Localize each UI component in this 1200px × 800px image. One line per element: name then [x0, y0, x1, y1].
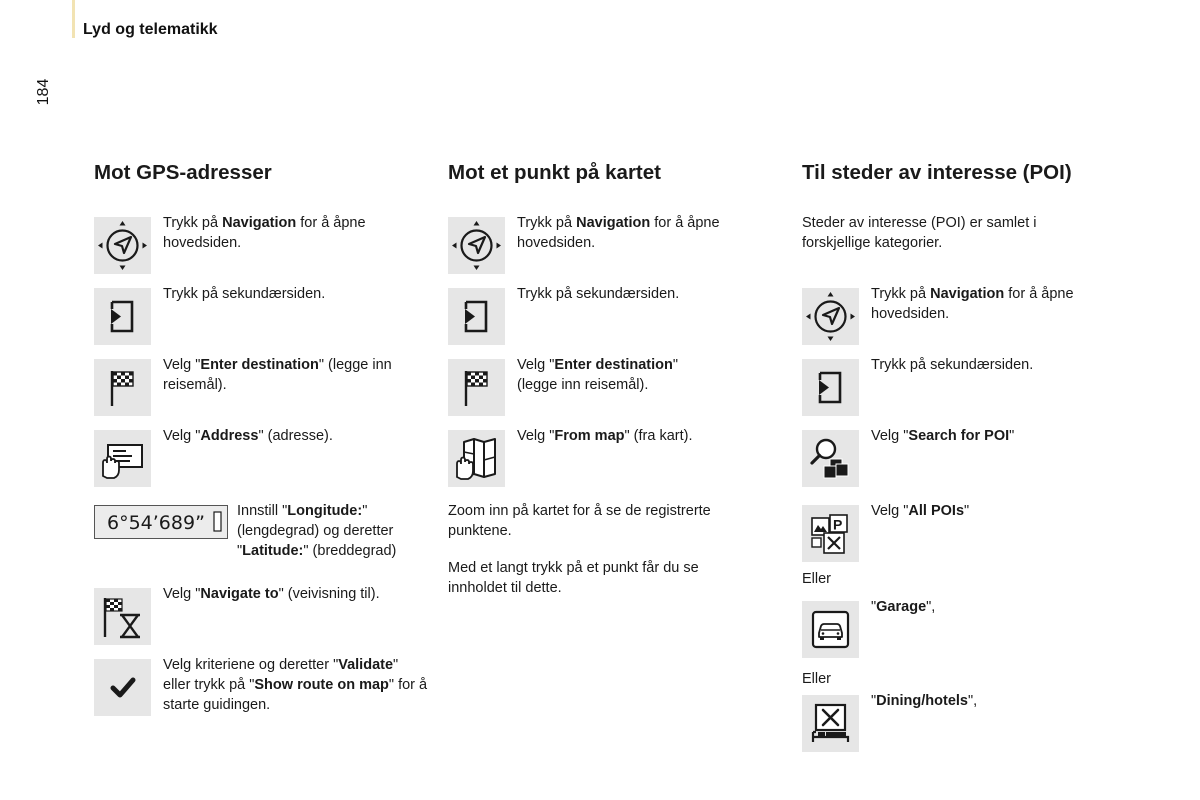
coordinate-value: 6°54’689” — [107, 512, 205, 534]
page-number: 184 — [35, 78, 52, 106]
gps-step-7-text: Velg kriteriene og deretter "Validate" eller trykk på "Show route on map" for å starte guidingen. — [163, 657, 428, 713]
poi-step-4-text: Velg "All POIs" — [871, 503, 970, 519]
compass-navigation-icon — [448, 217, 505, 274]
coordinate-display — [94, 505, 228, 539]
map-paragraph-long-press: Med et langt trykk på et punkt får du se innholdet til dette. — [448, 560, 699, 596]
poi-or-text-2: Eller — [802, 671, 832, 687]
column-title-poi: Til steder av interesse (POI) — [802, 161, 1072, 184]
all-pois-icon — [802, 505, 859, 562]
address-card-icon — [94, 430, 151, 487]
poi-step-2-text: Trykk på sekundærsiden. — [871, 357, 1034, 373]
poi-intro-text: Steder av interesse (POI) er samlet i forskjellige kategorier. — [802, 215, 1037, 251]
dining-hotel-icon — [802, 695, 859, 752]
search-poi-icon — [802, 430, 859, 487]
svg-text:P: P — [833, 516, 843, 533]
map-step-2-text: Trykk på sekundærsiden. — [517, 286, 680, 302]
secondary-page-icon — [802, 359, 859, 416]
checkmark-icon — [94, 659, 151, 716]
poi-or-text-1: Eller — [802, 571, 832, 587]
secondary-page-icon — [94, 288, 151, 345]
map-paragraph-zoom: Zoom inn på kartet for å se de registrerte punktene. — [448, 503, 711, 539]
poi-step-5-text: "Garage", — [871, 599, 936, 615]
column-title-gps: Mot GPS-adresser — [94, 161, 272, 184]
gps-step-3-text: Velg "Enter destination" (legge inn reisemål). — [163, 357, 392, 393]
gps-step-6-text: Velg "Navigate to" (veivisning til). — [163, 586, 380, 602]
garage-car-icon — [802, 601, 859, 658]
map-step-3-text: Velg "Enter destination" (legge inn reisemål). — [517, 357, 678, 393]
header-accent-bar — [72, 0, 75, 38]
gps-step-1-text: Trykk på Navigation for å åpne hovedsiden. — [163, 215, 366, 251]
map-hand-icon — [448, 430, 505, 487]
column-title-map: Mot et punkt på kartet — [448, 161, 661, 184]
compass-navigation-icon — [94, 217, 151, 274]
poi-step-3-text: Velg "Search for POI" — [871, 428, 1015, 444]
map-step-4-text: Velg "From map" (fra kart). — [517, 428, 693, 444]
map-step-1-text: Trykk på Navigation for å åpne hovedsiden. — [517, 215, 720, 251]
compass-navigation-icon — [802, 288, 859, 345]
flag-hourglass-icon — [94, 588, 151, 645]
poi-step-1-text: Trykk på Navigation for å åpne hovedsiden. — [871, 286, 1074, 322]
gps-step-4-text: Velg "Address" (adresse). — [163, 428, 333, 444]
section-header: Lyd og telematikk — [83, 21, 218, 38]
gps-step-5-text: Innstill "Longitude:" (lengdegrad) og deretter "Latitude:" (breddegrad) — [237, 503, 397, 559]
checkered-flag-icon — [448, 359, 505, 416]
poi-step-6-text: "Dining/hotels", — [871, 693, 978, 709]
secondary-page-icon — [448, 288, 505, 345]
checkered-flag-icon — [94, 359, 151, 416]
gps-step-2-text: Trykk på sekundærsiden. — [163, 286, 326, 302]
